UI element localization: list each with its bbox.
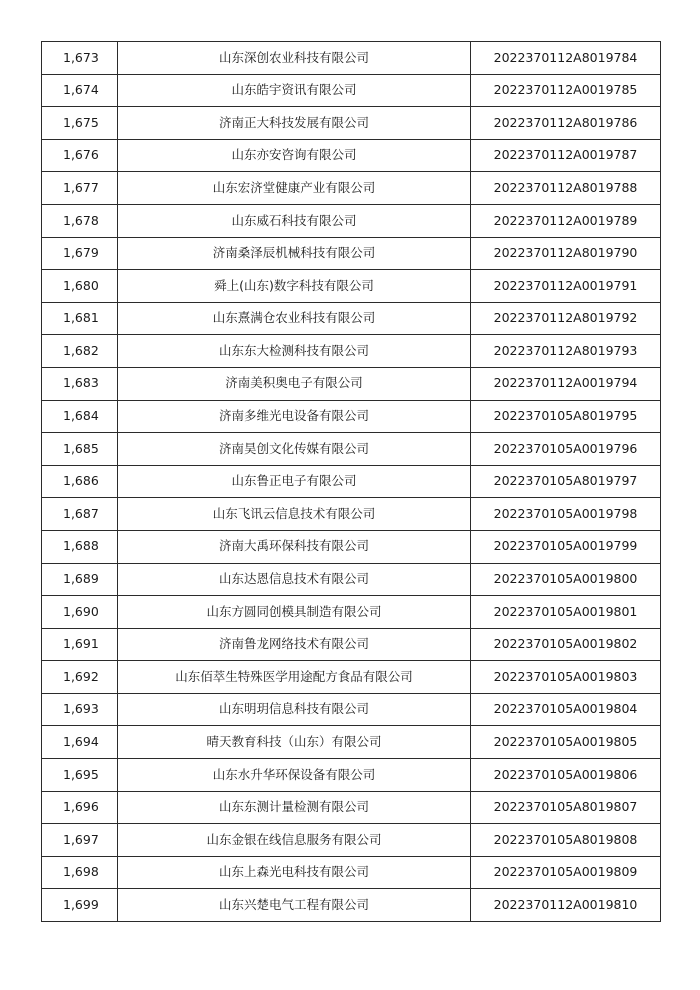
registration-code-cell: 2022370112A0019810 [471, 889, 661, 922]
company-name-cell: 济南多维光电设备有限公司 [118, 400, 471, 433]
registration-code-cell: 2022370105A0019796 [471, 433, 661, 466]
company-name-cell: 山东佰萃生特殊医学用途配方食品有限公司 [118, 661, 471, 694]
company-registry-table [41, 41, 661, 922]
table-row [42, 42, 661, 75]
registration-code-cell: 2022370112A0019791 [471, 270, 661, 303]
table-row [42, 498, 661, 531]
table-row [42, 302, 661, 335]
registration-code-cell: 2022370105A0019802 [471, 628, 661, 661]
table-row [42, 107, 661, 140]
company-name-cell: 山东达恩信息技术有限公司 [118, 563, 471, 596]
company-name-cell: 晴天教育科技（山东）有限公司 [118, 726, 471, 759]
table-row [42, 335, 661, 368]
row-number-cell: 1,687 [42, 498, 118, 531]
row-number-cell: 1,683 [42, 367, 118, 400]
row-number-cell: 1,698 [42, 856, 118, 889]
company-name-cell: 山东熹满仓农业科技有限公司 [118, 302, 471, 335]
table-row [42, 433, 661, 466]
table-row [42, 661, 661, 694]
company-name-cell: 山东威石科技有限公司 [118, 204, 471, 237]
registration-code-cell: 2022370105A8019807 [471, 791, 661, 824]
row-number-cell: 1,699 [42, 889, 118, 922]
company-name-cell: 济南大禹环保科技有限公司 [118, 530, 471, 563]
row-number-cell: 1,696 [42, 791, 118, 824]
table-row [42, 693, 661, 726]
table-row [42, 367, 661, 400]
row-number-cell: 1,679 [42, 237, 118, 270]
table-row [42, 172, 661, 205]
row-number-cell: 1,689 [42, 563, 118, 596]
company-name-cell: 山东亦安咨询有限公司 [118, 139, 471, 172]
row-number-cell: 1,681 [42, 302, 118, 335]
company-name-cell: 济南桑泽辰机械科技有限公司 [118, 237, 471, 270]
company-name-cell: 舜上(山东)数字科技有限公司 [118, 270, 471, 303]
company-name-cell: 山东明玥信息科技有限公司 [118, 693, 471, 726]
row-number-cell: 1,688 [42, 530, 118, 563]
registration-code-cell: 2022370105A8019795 [471, 400, 661, 433]
registration-code-cell: 2022370105A0019803 [471, 661, 661, 694]
company-name-cell: 山东皓宇资讯有限公司 [118, 74, 471, 107]
registration-code-cell: 2022370112A0019787 [471, 139, 661, 172]
registration-code-cell: 2022370105A0019800 [471, 563, 661, 596]
table-row [42, 530, 661, 563]
registration-code-cell: 2022370112A8019784 [471, 42, 661, 75]
table-row [42, 596, 661, 629]
registration-code-cell: 2022370105A8019797 [471, 465, 661, 498]
row-number-cell: 1,673 [42, 42, 118, 75]
table-row [42, 791, 661, 824]
row-number-cell: 1,677 [42, 172, 118, 205]
company-name-cell: 山东方圆同创模具制造有限公司 [118, 596, 471, 629]
registration-code-cell: 2022370105A0019805 [471, 726, 661, 759]
company-name-cell: 山东东测计量检测有限公司 [118, 791, 471, 824]
row-number-cell: 1,692 [42, 661, 118, 694]
table-row [42, 759, 661, 792]
table-row [42, 204, 661, 237]
table-row [42, 824, 661, 857]
row-number-cell: 1,686 [42, 465, 118, 498]
row-number-cell: 1,697 [42, 824, 118, 857]
table-row [42, 563, 661, 596]
company-name-cell: 济南昊创文化传媒有限公司 [118, 433, 471, 466]
table-row [42, 270, 661, 303]
company-name-cell: 山东金银在线信息服务有限公司 [118, 824, 471, 857]
company-name-cell: 山东水升华环保设备有限公司 [118, 759, 471, 792]
registration-code-cell: 2022370112A8019788 [471, 172, 661, 205]
row-number-cell: 1,684 [42, 400, 118, 433]
registration-code-cell: 2022370112A8019786 [471, 107, 661, 140]
company-name-cell: 山东飞讯云信息技术有限公司 [118, 498, 471, 531]
table-body [42, 42, 661, 922]
row-number-cell: 1,691 [42, 628, 118, 661]
row-number-cell: 1,690 [42, 596, 118, 629]
row-number-cell: 1,694 [42, 726, 118, 759]
registration-code-cell: 2022370105A0019801 [471, 596, 661, 629]
row-number-cell: 1,680 [42, 270, 118, 303]
row-number-cell: 1,685 [42, 433, 118, 466]
table-row [42, 400, 661, 433]
registration-code-cell: 2022370105A0019806 [471, 759, 661, 792]
row-number-cell: 1,693 [42, 693, 118, 726]
row-number-cell: 1,682 [42, 335, 118, 368]
table-row [42, 726, 661, 759]
row-number-cell: 1,674 [42, 74, 118, 107]
registration-code-cell: 2022370112A8019793 [471, 335, 661, 368]
table-row [42, 465, 661, 498]
table-row [42, 237, 661, 270]
company-name-cell: 山东上森光电科技有限公司 [118, 856, 471, 889]
registration-code-cell: 2022370112A8019790 [471, 237, 661, 270]
registration-code-cell: 2022370112A0019785 [471, 74, 661, 107]
registration-code-cell: 2022370105A8019808 [471, 824, 661, 857]
company-name-cell: 山东东大检测科技有限公司 [118, 335, 471, 368]
registration-code-cell: 2022370112A8019792 [471, 302, 661, 335]
row-number-cell: 1,676 [42, 139, 118, 172]
table-row [42, 856, 661, 889]
table-row [42, 74, 661, 107]
company-name-cell: 济南正大科技发展有限公司 [118, 107, 471, 140]
table-row [42, 889, 661, 922]
company-name-cell: 山东鲁正电子有限公司 [118, 465, 471, 498]
registration-code-cell: 2022370112A0019789 [471, 204, 661, 237]
company-name-cell: 山东兴楚电气工程有限公司 [118, 889, 471, 922]
registration-code-cell: 2022370105A0019804 [471, 693, 661, 726]
registration-code-cell: 2022370105A0019799 [471, 530, 661, 563]
company-name-cell: 山东宏济堂健康产业有限公司 [118, 172, 471, 205]
row-number-cell: 1,678 [42, 204, 118, 237]
table-row [42, 628, 661, 661]
company-name-cell: 济南鲁龙网络技术有限公司 [118, 628, 471, 661]
table-row [42, 139, 661, 172]
row-number-cell: 1,695 [42, 759, 118, 792]
company-name-cell: 山东深创农业科技有限公司 [118, 42, 471, 75]
registration-code-cell: 2022370105A0019798 [471, 498, 661, 531]
row-number-cell: 1,675 [42, 107, 118, 140]
registration-code-cell: 2022370105A0019809 [471, 856, 661, 889]
registration-code-cell: 2022370112A0019794 [471, 367, 661, 400]
company-name-cell: 济南美积奥电子有限公司 [118, 367, 471, 400]
